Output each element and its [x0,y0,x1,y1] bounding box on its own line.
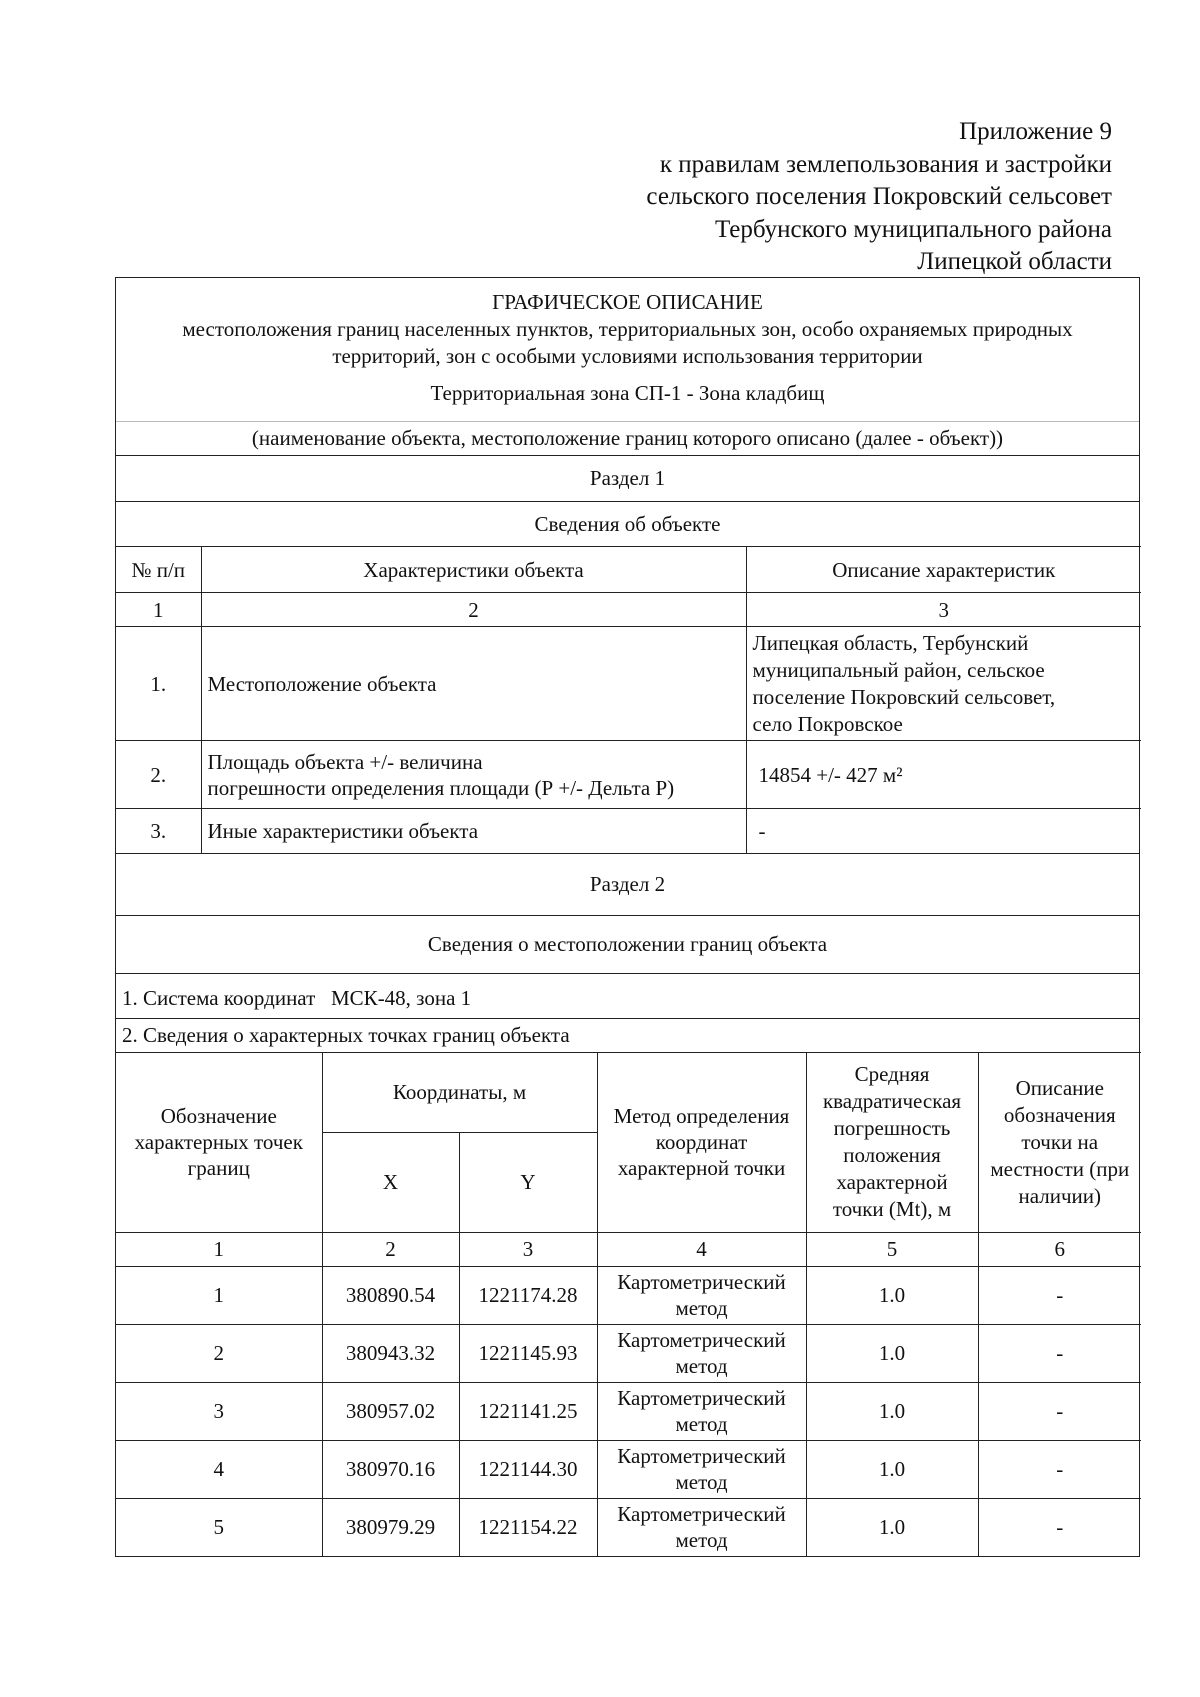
point-id: 2 [116,1324,322,1382]
method-line: Картометрический [617,1386,786,1410]
point-mt: 1.0 [806,1440,978,1498]
column-number: 5 [806,1232,978,1266]
appendix-line: к правилам землепользования и застройки [659,150,1112,178]
point-mt: 1.0 [806,1324,978,1382]
method-line: метод [675,1528,728,1553]
row-number: 3. [116,809,201,853]
document-frame [115,277,1140,1557]
table-row [116,1382,1141,1440]
header-line: наличии) [1018,1183,1102,1208]
point-x: 380943.32 [322,1324,459,1382]
point-method [597,1324,806,1382]
method-line: метод [675,1470,728,1494]
header-line: погрешность [833,1116,951,1140]
point-y: 1221141.25 [459,1382,597,1440]
point-mt: 1.0 [806,1498,978,1556]
header-line: точки (Mt), м [832,1197,952,1221]
appendix-line: Тербунского муниципального района [714,215,1112,243]
point-id: 3 [116,1382,322,1440]
column-number: 2 [322,1232,459,1266]
header-line: Обозначение [160,1104,277,1128]
value-line: муниципальный район, сельское [752,657,1045,682]
point-method [597,1498,806,1556]
point-x: 380957.02 [322,1382,459,1440]
name-line: Площадь объекта +/- величина [207,749,483,774]
header-description [978,1052,1141,1232]
appendix-header [646,116,1112,279]
document-header [116,278,1139,421]
header-line: границ [187,1156,250,1180]
method-line: Картометрический [617,1444,786,1468]
coordinate-system: 1. Система координат МСК-48, зона 1 [116,973,1139,1018]
column-header: № п/п [116,547,201,593]
column-number: 1 [116,1232,322,1266]
table-row [116,1324,1141,1382]
appendix-line: Липецкой области [917,248,1112,275]
appendix-line: сельского поселения Покровский сельсовет [646,183,1112,210]
header-line: местности (при [990,1156,1130,1181]
table-header-row [116,547,1141,593]
point-x: 380890.54 [322,1266,459,1324]
point-method [597,1382,806,1440]
characteristic-name: Иные характеристики объекта [201,809,746,853]
column-header: Описание характеристик [746,547,1141,593]
point-method [597,1266,806,1324]
header-line: квадратическая [822,1089,962,1113]
method-line: метод [675,1296,728,1320]
header-method [597,1052,806,1232]
method-line: метод [675,1412,728,1436]
row-number: 1. [116,627,201,741]
point-id: 4 [116,1440,322,1498]
header-line: Описание [1015,1075,1104,1100]
point-y: 1221145.93 [459,1324,597,1382]
column-header: Характеристики объекта [201,547,746,593]
table-row [116,1440,1141,1498]
value-line: село Покровское [752,711,903,736]
table-row [116,809,1141,853]
characteristic-value [746,627,1141,741]
characteristic-value: 14854 +/- 427 м² [746,741,1141,809]
document-subtitle: местоположения границ населенных пунктов, территориальных зон, особо охраняемых природных [182,317,1073,341]
name-line: погрешности определения площади (Р +/- Дельта Р) [207,775,675,800]
point-description: - [978,1498,1141,1556]
method-line: метод [675,1354,728,1378]
point-x: 380979.29 [322,1498,459,1556]
value-line: поселение Покровский сельсовет, [752,684,1056,709]
method-line: Картометрический [617,1270,786,1294]
point-id: 1 [116,1266,322,1324]
section2-subtitle: Сведения о местоположении границ объекта [116,915,1139,973]
header-line: характерных точек [134,1130,303,1154]
point-description: - [978,1382,1141,1440]
header-line: координат [655,1130,748,1154]
header-x: X [322,1132,459,1232]
point-x: 380970.16 [322,1440,459,1498]
column-number: 4 [597,1232,806,1266]
column-number: 6 [978,1232,1141,1266]
header-line: Средняя [854,1062,930,1086]
point-id: 5 [116,1498,322,1556]
table-row [116,1266,1141,1324]
point-description: - [978,1440,1141,1498]
row-number: 2. [116,741,201,809]
header-coordinates: Координаты, м [322,1052,597,1132]
header-y: Y [459,1132,597,1232]
column-number-row [116,593,1141,627]
column-number: 2 [201,593,746,627]
header-line: обозначения [1003,1102,1116,1127]
method-line: Картометрический [617,1328,786,1352]
value-line: Липецкая область, Тербунский [752,630,1029,655]
point-mt: 1.0 [806,1266,978,1324]
point-y: 1221154.22 [459,1498,597,1556]
column-number: 1 [116,593,201,627]
section1-subtitle: Сведения об объекте [116,501,1139,546]
table-row [116,627,1141,741]
characteristic-value: - [746,809,1141,853]
column-number: 3 [746,593,1141,627]
point-mt: 1.0 [806,1382,978,1440]
characteristic-name: Местоположение объекта [201,627,746,741]
column-number-row [116,1232,1141,1266]
points-title: 2. Сведения о характерных точках границ объекта [116,1018,1139,1052]
zone-name: Территориальная зона СП-1 - Зона кладбищ [430,381,825,405]
header-line: положения [843,1143,941,1167]
header-designation [116,1052,322,1232]
document-subtitle: территорий, зон с особыми условиями использования территории [332,344,923,368]
appendix-line: Приложение 9 [959,118,1112,145]
point-y: 1221144.30 [459,1440,597,1498]
header-line: Метод определения [613,1104,790,1128]
section1-title: Раздел 1 [116,455,1139,501]
point-method [597,1440,806,1498]
object-note: (наименование объекта, местоположение границ которого описано (далее - объект)) [116,421,1139,455]
header-line: точки на [1021,1129,1099,1154]
table-row [116,741,1141,809]
table-row [116,1498,1141,1556]
method-line: Картометрический [617,1502,786,1527]
table-header-row [116,1052,1141,1132]
point-y: 1221174.28 [459,1266,597,1324]
document-title: ГРАФИЧЕСКОЕ ОПИСАНИЕ [492,290,763,314]
section2-title: Раздел 2 [116,853,1139,915]
column-number: 3 [459,1232,597,1266]
header-error [806,1052,978,1232]
point-description: - [978,1324,1141,1382]
boundary-points-table [116,1052,1141,1557]
header-line: характерной [836,1170,948,1194]
characteristic-name [201,741,746,809]
point-description: - [978,1266,1141,1324]
header-line: характерной точки [617,1156,786,1180]
object-info-table [116,546,1141,853]
